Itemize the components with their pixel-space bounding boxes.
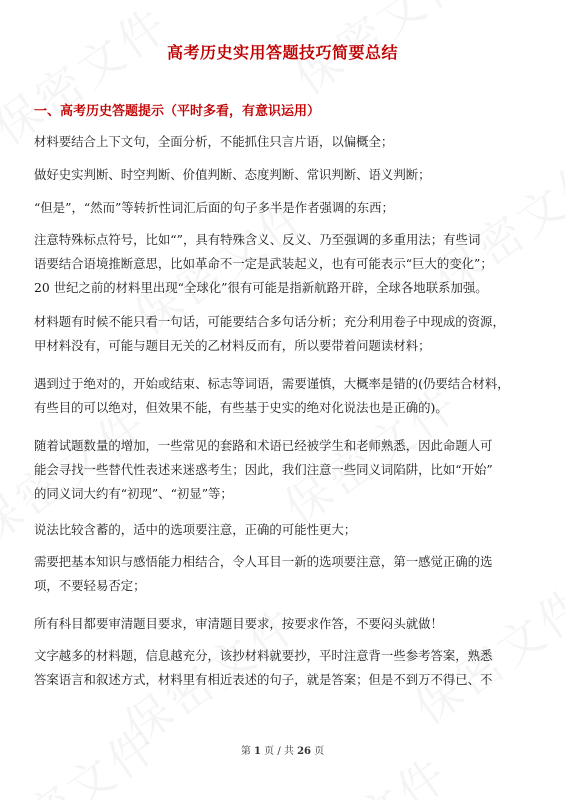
footer-suffix: 页 [314,746,325,757]
footer-prefix: 第 [240,746,251,757]
paragraph-2 [34,163,534,187]
section-heading: 一、高考历史答题提示（平时多看，有意识运用） [34,104,321,119]
text-line: 语要结合语境推断意思，比如革命不一定是武装起义，也有可能表示“巨大的变化”； [34,256,493,271]
paragraph-7 [34,434,534,506]
paragraph-6 [34,372,534,420]
text-line: 材料题有时候不能只看一句话，可能要结合多句话分析；充分利用卷子中现成的资源， [34,314,505,329]
text-line: 注意特殊标点符号，比如“”，具有特殊含义、反义、乃至强调的多重用法；有些词 [34,232,481,247]
paragraph-10 [34,612,534,636]
text-line: 20 世纪之前的材料里出现“全球化”很有可能是指新航路开辟，全球各地联系加强。 [34,280,488,295]
paragraph-5 [34,310,534,358]
text-line: 做好史实判断、时空判断、价值判断、态度判断、常识判断、语义判断； [34,167,431,182]
document-title: 高考历史实用答题技巧简要总结 [166,43,398,62]
text-line: 文字越多的材料题，信息越充分，该抄材料就要抄，平时注意背一些参考答案，熟悉 [34,648,493,663]
text-line: 项，不要轻易否定； [34,578,146,593]
text-line: “但是”，“然而”等转折性词汇后面的句子多半是作者强调的东西； [34,200,394,215]
text-line: 甲材料没有，可能与题目无关的乙材料反而有，所以要带着问题读材料； [34,338,431,353]
text-line: 答案语言和叙述方式，材料里有相近表述的句子，就是答案；但是不到万不得已、不 [34,672,493,687]
footer-mid: 页 / 共 [264,746,294,757]
text-line: 说法比较含蓄的，适中的选项要注意，正确的可能性更大； [34,522,357,537]
paragraph-3 [34,196,534,220]
paragraph-11 [34,644,534,692]
total-page-count: 26 [297,746,311,757]
page-footer [0,742,565,757]
paragraph-9 [34,550,534,598]
current-page-number: 1 [254,746,261,757]
paragraph-8 [34,518,534,542]
text-line: 能会寻找一些替代性表述来迷惑考生；因此，我们注意一些同义词陷阱，比如“开始” [34,462,493,477]
text-line: 有些目的可以绝对，但效果不能，有些基于史实的绝对化说法也是正确的)。 [34,400,448,415]
text-line: 随着试题数量的增加，一些常见的套路和术语已经被学生和老师熟悉，因此命题人可 [34,438,493,453]
text-line: 需要把基本知识与感悟能力相结合，令人耳目一新的选项要注意，第一感觉正确的选 [34,554,493,569]
text-line: 遇到过于绝对的，开始或结束、标志等词语，需要谨慎，大概率是错的(仍要结合材料， [34,376,510,391]
text-line: 所有科目都要审清题目要求，审清题目要求，按要求作答，不要闷头就做！ [34,616,443,631]
paragraph-1 [34,130,534,154]
text-line: 材料要结合上下文句，全面分析，不能抓住只言片语，以偏概全； [34,134,394,149]
paragraph-4 [34,228,534,300]
text-line: 的同义词大约有“初现”、“初显”等； [34,486,233,501]
